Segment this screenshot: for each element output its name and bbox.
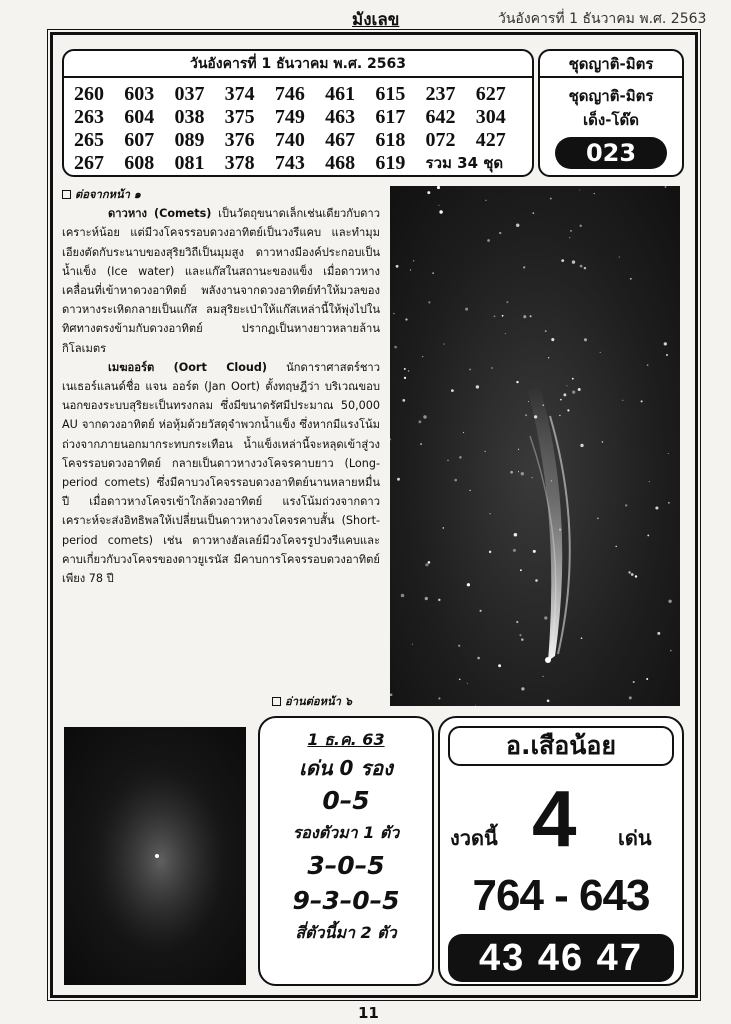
lottery-number: 463: [325, 106, 356, 128]
seer-digit: 4: [532, 774, 577, 863]
seer-pair: 764 - 643: [472, 871, 650, 920]
lottery-number: 089: [174, 129, 205, 151]
lottery-number: 468: [325, 152, 356, 174]
star-dot: [641, 400, 643, 402]
star-dot: [572, 260, 575, 263]
star-dot: [533, 550, 536, 553]
star-dot: [510, 471, 513, 474]
seer-box: [438, 716, 684, 986]
more-label: อ่านต่อหน้า ๖: [285, 695, 352, 708]
tips-line-4: 3–0–5: [307, 851, 385, 880]
star-dot: [664, 342, 667, 345]
seer-bottom-numbers: 43 46 47: [448, 934, 674, 982]
star-dot: [615, 546, 617, 548]
lottery-number: 038: [174, 106, 205, 128]
star-dot: [668, 453, 669, 454]
header-date: วันอังคารที่ 1 ธันวาคม พ.ศ. 2563: [498, 11, 707, 27]
lottery-number: 072: [425, 129, 456, 151]
star-dot: [581, 637, 583, 639]
star-dot: [516, 621, 518, 623]
star-dot: [528, 401, 529, 402]
tips-box: [258, 716, 434, 986]
star-dot: [594, 193, 595, 194]
star-dot: [602, 441, 604, 443]
star-dot: [559, 529, 561, 531]
star-dot: [422, 356, 423, 357]
star-dot: [523, 315, 526, 318]
star-dot: [518, 449, 519, 450]
star-dot: [408, 370, 410, 372]
star-dot: [404, 377, 406, 379]
lottery-number: 608: [124, 152, 155, 174]
star-dot: [427, 191, 430, 194]
tips-line-1: เด่น 0 รอง: [299, 756, 393, 780]
star-dot: [425, 563, 428, 566]
star-dot: [485, 451, 486, 452]
lottery-number: 304: [475, 106, 506, 128]
star-dot: [432, 272, 434, 274]
lottery-number: 607: [124, 129, 155, 151]
lottery-number: 237: [425, 83, 456, 105]
star-dot: [487, 239, 490, 242]
comet-illustration: [390, 186, 680, 706]
star-dot: [551, 480, 552, 481]
tips-line-3: รองตัวมา 1 ตัว: [292, 823, 400, 842]
star-dot: [443, 527, 445, 529]
star-dot: [516, 223, 520, 227]
star-dot: [532, 477, 533, 478]
star-dot: [438, 697, 440, 699]
star-dot: [567, 409, 569, 411]
nebula-illustration: [64, 727, 246, 985]
star-dot: [584, 338, 587, 341]
star-dot: [580, 225, 582, 227]
star-dot: [454, 479, 457, 482]
lottery-number: 740: [274, 129, 305, 151]
tips-line-2: 0–5: [322, 786, 370, 815]
star-dot: [393, 313, 394, 314]
star-dot: [521, 687, 524, 690]
relatives-box: [538, 49, 684, 177]
star-dot: [467, 683, 468, 684]
lottery-number: 749: [274, 106, 305, 128]
star-dot: [622, 400, 623, 401]
lottery-number: 461: [325, 83, 356, 105]
star-dot: [530, 315, 532, 317]
star-dot: [394, 346, 397, 349]
star-dot: [420, 443, 422, 445]
lottery-summary: รวม 34 ชุด: [425, 154, 504, 172]
lottery-number: 467: [325, 129, 356, 151]
lottery-number: 263: [74, 106, 104, 128]
star-dot: [597, 518, 599, 520]
star-dot: [551, 338, 554, 341]
star-dot: [523, 266, 525, 268]
star-dot: [579, 189, 580, 190]
lottery-number: 604: [124, 106, 155, 128]
star-dot: [550, 198, 552, 200]
star-dot: [600, 352, 601, 353]
tips-line-5: 9–3–0–5: [292, 886, 400, 915]
star-dot: [525, 414, 527, 416]
lottery-date: วันอังคารที่ 1 ธันวาคม พ.ศ. 2563: [64, 51, 532, 78]
star-dot: [475, 705, 476, 706]
lottery-number: 376: [224, 129, 255, 151]
star-dot: [425, 597, 428, 600]
continued-from: [62, 185, 380, 204]
paragraph-oort: [62, 358, 380, 588]
lottery-number: 374: [224, 83, 255, 105]
star-dot: [625, 504, 627, 506]
star-dot: [469, 368, 471, 370]
lottery-number: 615: [375, 83, 406, 105]
lottery-number: 627: [475, 83, 506, 105]
term-oort: เมฆออร์ต (Oort Cloud): [108, 360, 268, 374]
star-dot: [534, 415, 537, 418]
star-dot: [396, 265, 399, 268]
star-dot: [572, 391, 575, 394]
star-dot: [647, 534, 649, 536]
star-dot: [535, 579, 538, 582]
continued-on: [272, 692, 352, 710]
star-dot: [437, 186, 440, 189]
star-dot: [469, 490, 470, 491]
article: [62, 185, 380, 588]
star-dot: [655, 506, 658, 509]
star-dot: [397, 478, 400, 481]
term-comets: ดาวหาง (Comets): [108, 207, 212, 221]
star-dot: [560, 399, 562, 401]
star-dot: [390, 438, 391, 440]
star-dot: [578, 388, 581, 391]
star-dot: [563, 393, 566, 396]
star-dot: [547, 699, 550, 702]
star-dot: [635, 575, 637, 577]
star-dot: [630, 278, 632, 280]
star-dot: [499, 232, 501, 234]
star-dot: [418, 420, 421, 423]
star-dot: [514, 533, 518, 537]
star-dot: [545, 330, 547, 332]
star-dot: [458, 645, 460, 647]
star-dot: [405, 318, 407, 320]
star-dot: [480, 610, 482, 612]
lottery-numbers-box: [62, 49, 534, 177]
seer-name: อ.เสือน้อย: [448, 726, 674, 766]
star-dot: [439, 210, 442, 213]
lottery-number: 081: [174, 152, 205, 174]
text-comets: เป็นวัตถุขนาดเล็กเช่นเดียวกับดาวเคราะห์น้อย แต่มีวงโคจรรอบดวงอาทิตย์เป็นวงรีแคบ และทำมุมเอียงตัดกับระนาบของสุริยวิถีเป็นมุมสูง ดาวหางมีองค์ประกอบเป็นน้ำแข็ง (Ice water) และแก๊สในสถานะของแข็ง เมื่อดาวหางเคลื่อนที่เข้าหาดวงอาทิตย์ พลังงานจากดวงอาทิตย์ทำให้มวลของดาวหางระเหิดกลายเป็นแก๊ส ลมสุริยะเป่าให้แก๊สเหล่านี้ให้พุ่งไปในทิศทางตรงข้ามกับดวงอาทิตย์ ปรากฏเป็นหางยาวหลายล้านกิโลเมตร: [62, 207, 380, 355]
star-dot: [489, 551, 491, 553]
star-dot: [580, 444, 583, 447]
text-oort: นักดาราศาสตร์ชาวเนเธอร์แลนด์ชื่อ แจน ออร์ต (Jan Oort) ตั้งทฤษฎีว่า บริเวณขอบนอกของระบบสุริยะเป็นทรงกลม ซึ่งมีขนาดรัศมีประมาณ 50,000 AU จากดวงอาทิตย์ ห่อหุ้มด้วยวัสดุจำพวกน้ำแข็ง ซึ่งหากมีแรงโน้มถ่วงจากภายนอกมากระทบกระเทือน น้ำแข็งเหล่านี้จะหลุดเข้าสู่วงโคจรรอบดวงอาทิตย์ กลายเป็นดาวหางวงโคจรคาบยาว (Long-period comets) ซึ่งมีคาบวงโคจรรอบดวงอาทิตย์นานหลายหมื่นปี เมื่อดาวหางโคจรเข้าใกล้ดวงอาทิตย์ แรงโน้มถ่วงจากดาวเคราะห์จะส่งอิทธิพลให้เปลี่ยนเป็นดาวหางวงโคจรคาบสั้น (Short-period comets) เช่น ดาวหางฮัลเลย์มีวงโคจรรูปวงรีแคบและคาบเกี่ยวกับวงโคจรของดาวยูเรนัส มีคาบการโคจรรอบดวงอาทิตย์เพียง 78 ปี: [62, 360, 381, 586]
tips-line-6: สี่ตัวนี้มา 2 ตัว: [295, 923, 397, 942]
relatives-line-1: ชุดญาติ-มิตร: [568, 87, 654, 105]
star-dot: [451, 389, 454, 392]
relatives-line-2: เด็ง-โด๊ด: [583, 111, 639, 129]
seer-label-right: เด่น: [618, 826, 652, 850]
star-dot: [412, 644, 413, 645]
star-dot: [477, 657, 480, 660]
star-dot: [631, 573, 634, 576]
lottery-number: 267: [74, 152, 104, 174]
lottery-number: 619: [375, 152, 406, 174]
star-dot: [566, 385, 567, 386]
star-dot: [548, 357, 549, 358]
star-dot: [572, 378, 574, 380]
star-dot: [428, 301, 430, 303]
star-dot: [404, 368, 406, 370]
star-dot: [518, 471, 519, 472]
lottery-number: 618: [375, 129, 406, 151]
star-dot: [657, 632, 660, 635]
tips-date: 1 ธ.ค. 63: [307, 730, 385, 749]
star-dot: [438, 599, 440, 601]
star-dot: [646, 678, 648, 680]
star-dot: [465, 308, 468, 311]
star-dot: [401, 594, 405, 598]
star-dot: [668, 600, 671, 603]
star-dot: [485, 200, 486, 201]
star-dot: [666, 354, 668, 356]
lottery-number: 037: [174, 83, 205, 105]
star-dot: [489, 513, 490, 514]
star-dot: [665, 186, 667, 188]
star-dot: [467, 583, 470, 586]
lottery-grid: [74, 83, 526, 174]
lottery-number: 617: [375, 106, 406, 128]
checkbox-icon: [62, 190, 71, 199]
star-dot: [543, 405, 544, 406]
star-dot: [459, 678, 461, 680]
relatives-number: 023: [555, 137, 667, 169]
checkbox-icon: [272, 697, 281, 706]
star-dot: [628, 571, 630, 573]
star-dot: [532, 212, 534, 214]
star-dot: [569, 237, 570, 238]
lottery-number: 265: [74, 129, 104, 151]
lottery-number: 260: [74, 83, 104, 105]
star-dot: [580, 265, 583, 268]
star-dot: [410, 269, 411, 270]
lottery-number: 427: [475, 129, 506, 151]
star-dot: [498, 664, 501, 667]
star-dot: [647, 364, 649, 366]
oort-cloud-photo: [64, 727, 246, 985]
star-dot: [506, 301, 508, 303]
star-dot: [559, 415, 560, 416]
star-dot: [619, 256, 620, 257]
star-dot: [542, 676, 543, 677]
star-dot: [649, 481, 650, 482]
star-dot: [459, 456, 461, 458]
star-dot: [629, 696, 632, 699]
page-number: 11: [358, 1004, 379, 1022]
star-dot: [570, 230, 572, 232]
star-dot: [521, 638, 524, 641]
star-dot: [513, 549, 516, 552]
seer-label-left: งวดนี้: [450, 826, 498, 850]
star-dot: [505, 333, 506, 334]
star-dot: [544, 616, 547, 619]
star-dot: [502, 315, 504, 317]
star-dot: [491, 367, 492, 368]
lottery-number: 375: [224, 106, 255, 128]
star-dot: [633, 681, 635, 683]
star-dot: [494, 315, 496, 317]
star-dot: [476, 385, 479, 388]
star-dot: [443, 344, 444, 345]
star-dot: [519, 634, 521, 636]
star-dot: [520, 569, 522, 571]
lottery-number: 743: [274, 152, 305, 174]
lottery-number: 746: [274, 83, 305, 105]
star-dot: [584, 267, 586, 269]
star-dot: [390, 693, 392, 696]
paragraph-comets: [62, 204, 380, 358]
star-dot: [402, 399, 405, 402]
star-dot: [516, 381, 518, 383]
star-dot: [521, 472, 524, 475]
lottery-number: 378: [224, 152, 255, 174]
comet-photo: [390, 186, 680, 706]
publication-name: มังเลข: [352, 10, 400, 30]
lottery-number: 642: [425, 106, 456, 128]
star-dot: [413, 260, 414, 261]
star-dot: [438, 205, 439, 206]
star-dot: [447, 459, 449, 461]
star-dot: [463, 432, 464, 433]
star-dot: [423, 415, 426, 418]
star-dot: [561, 259, 564, 262]
relatives-title: ชุดญาติ-มิตร: [540, 51, 682, 78]
star-dot: [668, 502, 670, 504]
continued-label: ต่อจากหน้า ๑: [75, 188, 141, 201]
star-dot: [428, 561, 431, 564]
lottery-number: 603: [124, 83, 155, 105]
star-dot: [670, 650, 672, 652]
